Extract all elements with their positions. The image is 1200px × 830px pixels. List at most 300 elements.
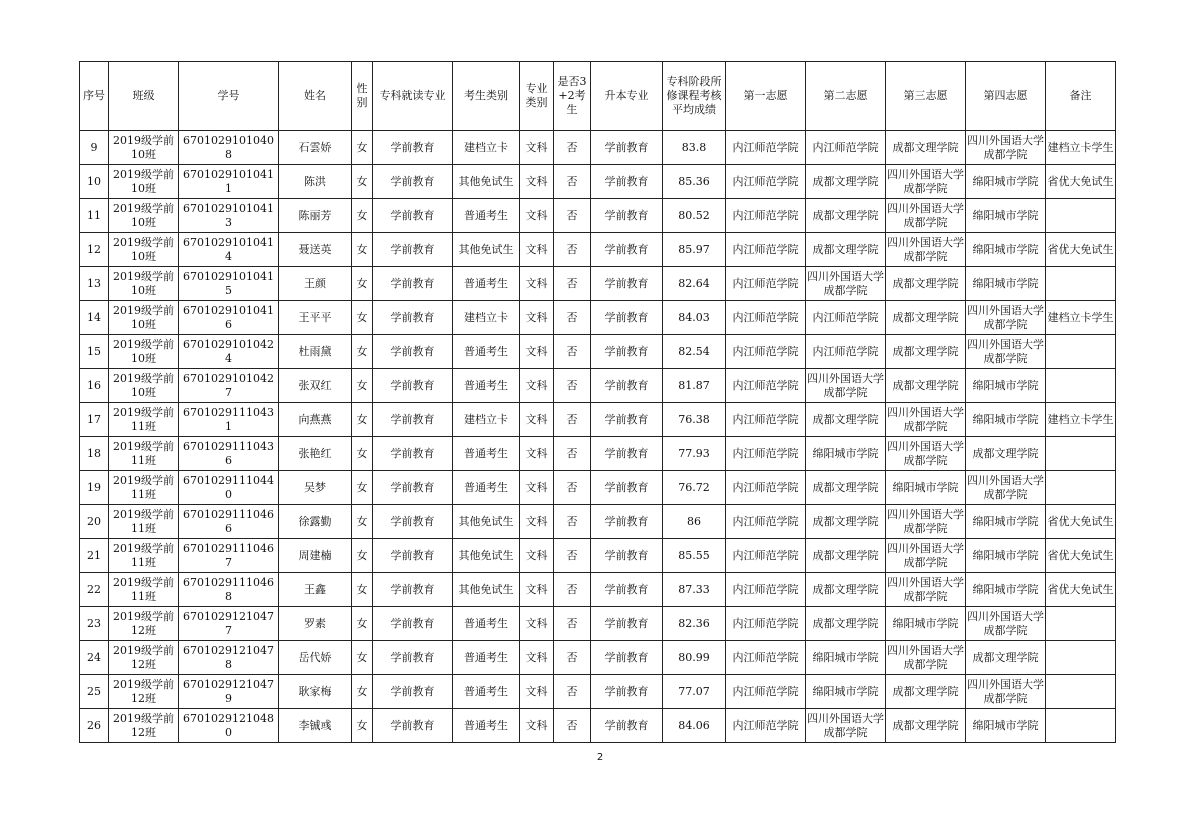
cell-choice-3: 四川外国语大学成都学院 bbox=[886, 505, 966, 539]
cell-gender: 女 bbox=[352, 165, 373, 199]
cell-college-major: 学前教育 bbox=[373, 437, 453, 471]
cell-choice-4: 绵阳城市学院 bbox=[966, 199, 1046, 233]
cell-is-3plus2: 否 bbox=[554, 267, 591, 301]
cell-applicant-type: 其他免试生 bbox=[453, 505, 520, 539]
cell-target-major: 学前教育 bbox=[591, 131, 663, 165]
cell-remarks bbox=[1046, 641, 1116, 675]
cell-choice-2: 四川外国语大学成都学院 bbox=[806, 709, 886, 743]
cell-class: 2019级学前12班 bbox=[109, 607, 179, 641]
cell-average-score: 76.38 bbox=[663, 403, 726, 437]
cell-remarks: 省优大免试生 bbox=[1046, 539, 1116, 573]
cell-target-major: 学前教育 bbox=[591, 471, 663, 505]
cell-is-3plus2: 否 bbox=[554, 641, 591, 675]
cell-applicant-type: 普通考生 bbox=[453, 199, 520, 233]
cell-choice-2: 成都文理学院 bbox=[806, 505, 886, 539]
cell-class: 2019级学前12班 bbox=[109, 709, 179, 743]
cell-index: 26 bbox=[80, 709, 109, 743]
cell-index: 17 bbox=[80, 403, 109, 437]
cell-is-3plus2: 否 bbox=[554, 709, 591, 743]
cell-name: 聂送英 bbox=[279, 233, 352, 267]
cell-choice-3: 成都文理学院 bbox=[886, 709, 966, 743]
cell-average-score: 80.52 bbox=[663, 199, 726, 233]
cell-college-major: 学前教育 bbox=[373, 675, 453, 709]
cell-applicant-type: 普通考生 bbox=[453, 369, 520, 403]
cell-is-3plus2: 否 bbox=[554, 131, 591, 165]
cell-gender: 女 bbox=[352, 471, 373, 505]
table-row bbox=[80, 369, 1116, 403]
cell-choice-4: 四川外国语大学成都学院 bbox=[966, 131, 1046, 165]
cell-major-category: 文科 bbox=[520, 369, 554, 403]
cell-index: 20 bbox=[80, 505, 109, 539]
cell-student-id: 67010291010416 bbox=[179, 301, 279, 335]
cell-choice-3: 成都文理学院 bbox=[886, 369, 966, 403]
cell-applicant-type: 普通考生 bbox=[453, 267, 520, 301]
cell-college-major: 学前教育 bbox=[373, 335, 453, 369]
cell-applicant-type: 普通考生 bbox=[453, 675, 520, 709]
cell-student-id: 67010291210480 bbox=[179, 709, 279, 743]
cell-average-score: 82.54 bbox=[663, 335, 726, 369]
cell-class: 2019级学前12班 bbox=[109, 641, 179, 675]
cell-choice-2: 成都文理学院 bbox=[806, 403, 886, 437]
cell-gender: 女 bbox=[352, 301, 373, 335]
cell-target-major: 学前教育 bbox=[591, 573, 663, 607]
cell-gender: 女 bbox=[352, 369, 373, 403]
cell-name: 王平平 bbox=[279, 301, 352, 335]
col-header-student-id: 学号 bbox=[179, 62, 279, 131]
cell-student-id: 67010291010427 bbox=[179, 369, 279, 403]
table-row bbox=[80, 607, 1116, 641]
cell-gender: 女 bbox=[352, 131, 373, 165]
cell-choice-4: 四川外国语大学成都学院 bbox=[966, 607, 1046, 641]
cell-remarks: 省优大免试生 bbox=[1046, 165, 1116, 199]
table-row bbox=[80, 675, 1116, 709]
cell-college-major: 学前教育 bbox=[373, 233, 453, 267]
cell-major-category: 文科 bbox=[520, 539, 554, 573]
cell-major-category: 文科 bbox=[520, 709, 554, 743]
cell-name: 石雲娇 bbox=[279, 131, 352, 165]
cell-target-major: 学前教育 bbox=[591, 301, 663, 335]
cell-name: 罗素 bbox=[279, 607, 352, 641]
cell-index: 22 bbox=[80, 573, 109, 607]
cell-choice-2: 成都文理学院 bbox=[806, 471, 886, 505]
cell-average-score: 83.8 bbox=[663, 131, 726, 165]
cell-applicant-type: 普通考生 bbox=[453, 709, 520, 743]
cell-major-category: 文科 bbox=[520, 437, 554, 471]
table-row bbox=[80, 641, 1116, 675]
cell-major-category: 文科 bbox=[520, 471, 554, 505]
cell-choice-4: 绵阳城市学院 bbox=[966, 403, 1046, 437]
cell-average-score: 84.06 bbox=[663, 709, 726, 743]
cell-remarks: 建档立卡学生 bbox=[1046, 403, 1116, 437]
cell-choice-1: 内江师范学院 bbox=[726, 607, 806, 641]
cell-class: 2019级学前10班 bbox=[109, 199, 179, 233]
cell-gender: 女 bbox=[352, 403, 373, 437]
cell-choice-3: 成都文理学院 bbox=[886, 675, 966, 709]
cell-class: 2019级学前10班 bbox=[109, 165, 179, 199]
col-header-major-category: 专业类别 bbox=[520, 62, 554, 131]
cell-choice-2: 成都文理学院 bbox=[806, 199, 886, 233]
cell-choice-2: 四川外国语大学成都学院 bbox=[806, 369, 886, 403]
cell-choice-3: 四川外国语大学成都学院 bbox=[886, 403, 966, 437]
cell-target-major: 学前教育 bbox=[591, 505, 663, 539]
cell-target-major: 学前教育 bbox=[591, 335, 663, 369]
cell-choice-1: 内江师范学院 bbox=[726, 267, 806, 301]
cell-gender: 女 bbox=[352, 641, 373, 675]
cell-choice-1: 内江师范学院 bbox=[726, 437, 806, 471]
cell-choice-4: 成都文理学院 bbox=[966, 641, 1046, 675]
cell-remarks: 省优大免试生 bbox=[1046, 233, 1116, 267]
cell-choice-3: 四川外国语大学成都学院 bbox=[886, 573, 966, 607]
cell-choice-3: 四川外国语大学成都学院 bbox=[886, 641, 966, 675]
cell-name: 岳代娇 bbox=[279, 641, 352, 675]
cell-target-major: 学前教育 bbox=[591, 403, 663, 437]
table-row bbox=[80, 709, 1116, 743]
cell-is-3plus2: 否 bbox=[554, 199, 591, 233]
cell-target-major: 学前教育 bbox=[591, 539, 663, 573]
cell-name: 张双红 bbox=[279, 369, 352, 403]
col-header-choice-4: 第四志愿 bbox=[966, 62, 1046, 131]
cell-applicant-type: 普通考生 bbox=[453, 607, 520, 641]
cell-gender: 女 bbox=[352, 437, 373, 471]
cell-index: 25 bbox=[80, 675, 109, 709]
cell-index: 23 bbox=[80, 607, 109, 641]
cell-class: 2019级学前11班 bbox=[109, 471, 179, 505]
cell-choice-2: 绵阳城市学院 bbox=[806, 437, 886, 471]
cell-major-category: 文科 bbox=[520, 607, 554, 641]
cell-choice-2: 绵阳城市学院 bbox=[806, 675, 886, 709]
cell-name: 杜雨黛 bbox=[279, 335, 352, 369]
table-row bbox=[80, 539, 1116, 573]
cell-student-id: 67010291110466 bbox=[179, 505, 279, 539]
cell-gender: 女 bbox=[352, 539, 373, 573]
cell-student-id: 67010291110467 bbox=[179, 539, 279, 573]
cell-major-category: 文科 bbox=[520, 267, 554, 301]
cell-remarks bbox=[1046, 335, 1116, 369]
cell-choice-3: 成都文理学院 bbox=[886, 267, 966, 301]
cell-choice-2: 绵阳城市学院 bbox=[806, 641, 886, 675]
col-header-applicant-type: 考生类别 bbox=[453, 62, 520, 131]
cell-student-id: 67010291110436 bbox=[179, 437, 279, 471]
cell-index: 12 bbox=[80, 233, 109, 267]
col-header-choice-1: 第一志愿 bbox=[726, 62, 806, 131]
cell-name: 徐露勤 bbox=[279, 505, 352, 539]
cell-is-3plus2: 否 bbox=[554, 675, 591, 709]
table-row bbox=[80, 165, 1116, 199]
cell-choice-3: 四川外国语大学成都学院 bbox=[886, 199, 966, 233]
table-row bbox=[80, 267, 1116, 301]
cell-is-3plus2: 否 bbox=[554, 403, 591, 437]
cell-applicant-type: 其他免试生 bbox=[453, 165, 520, 199]
cell-class: 2019级学前11班 bbox=[109, 437, 179, 471]
cell-college-major: 学前教育 bbox=[373, 607, 453, 641]
cell-is-3plus2: 否 bbox=[554, 165, 591, 199]
cell-average-score: 82.64 bbox=[663, 267, 726, 301]
cell-choice-3: 绵阳城市学院 bbox=[886, 471, 966, 505]
cell-choice-1: 内江师范学院 bbox=[726, 675, 806, 709]
cell-index: 10 bbox=[80, 165, 109, 199]
col-header-target-major: 升本专业 bbox=[591, 62, 663, 131]
cell-gender: 女 bbox=[352, 335, 373, 369]
cell-name: 周建楠 bbox=[279, 539, 352, 573]
cell-applicant-type: 建档立卡 bbox=[453, 301, 520, 335]
cell-choice-4: 绵阳城市学院 bbox=[966, 709, 1046, 743]
cell-class: 2019级学前10班 bbox=[109, 131, 179, 165]
cell-choice-1: 内江师范学院 bbox=[726, 573, 806, 607]
cell-choice-3: 四川外国语大学成都学院 bbox=[886, 539, 966, 573]
cell-remarks: 省优大免试生 bbox=[1046, 573, 1116, 607]
table-row bbox=[80, 471, 1116, 505]
cell-index: 9 bbox=[80, 131, 109, 165]
cell-applicant-type: 普通考生 bbox=[453, 471, 520, 505]
cell-applicant-type: 建档立卡 bbox=[453, 131, 520, 165]
cell-choice-1: 内江师范学院 bbox=[726, 369, 806, 403]
col-header-is-3plus2: 是否3+2考生 bbox=[554, 62, 591, 131]
cell-name: 张艳红 bbox=[279, 437, 352, 471]
cell-choice-2: 四川外国语大学成都学院 bbox=[806, 267, 886, 301]
cell-target-major: 学前教育 bbox=[591, 675, 663, 709]
cell-is-3plus2: 否 bbox=[554, 301, 591, 335]
cell-major-category: 文科 bbox=[520, 641, 554, 675]
col-header-index: 序号 bbox=[80, 62, 109, 131]
cell-choice-3: 四川外国语大学成都学院 bbox=[886, 233, 966, 267]
cell-average-score: 84.03 bbox=[663, 301, 726, 335]
cell-name: 李铖彧 bbox=[279, 709, 352, 743]
cell-choice-1: 内江师范学院 bbox=[726, 539, 806, 573]
table-row bbox=[80, 335, 1116, 369]
cell-gender: 女 bbox=[352, 709, 373, 743]
cell-major-category: 文科 bbox=[520, 131, 554, 165]
cell-major-category: 文科 bbox=[520, 199, 554, 233]
cell-student-id: 67010291110468 bbox=[179, 573, 279, 607]
cell-major-category: 文科 bbox=[520, 301, 554, 335]
cell-choice-2: 成都文理学院 bbox=[806, 573, 886, 607]
cell-average-score: 77.07 bbox=[663, 675, 726, 709]
cell-average-score: 77.93 bbox=[663, 437, 726, 471]
cell-college-major: 学前教育 bbox=[373, 573, 453, 607]
cell-class: 2019级学前10班 bbox=[109, 233, 179, 267]
cell-class: 2019级学前10班 bbox=[109, 369, 179, 403]
col-header-choice-2: 第二志愿 bbox=[806, 62, 886, 131]
cell-name: 王鑫 bbox=[279, 573, 352, 607]
cell-class: 2019级学前10班 bbox=[109, 267, 179, 301]
table-row bbox=[80, 131, 1116, 165]
cell-name: 陈洪 bbox=[279, 165, 352, 199]
cell-remarks bbox=[1046, 607, 1116, 641]
cell-is-3plus2: 否 bbox=[554, 539, 591, 573]
cell-student-id: 67010291210477 bbox=[179, 607, 279, 641]
cell-gender: 女 bbox=[352, 675, 373, 709]
cell-remarks bbox=[1046, 675, 1116, 709]
cell-gender: 女 bbox=[352, 199, 373, 233]
cell-is-3plus2: 否 bbox=[554, 607, 591, 641]
cell-college-major: 学前教育 bbox=[373, 471, 453, 505]
cell-index: 15 bbox=[80, 335, 109, 369]
cell-index: 18 bbox=[80, 437, 109, 471]
cell-college-major: 学前教育 bbox=[373, 539, 453, 573]
cell-choice-2: 成都文理学院 bbox=[806, 165, 886, 199]
cell-student-id: 67010291010424 bbox=[179, 335, 279, 369]
table-row bbox=[80, 301, 1116, 335]
cell-remarks bbox=[1046, 437, 1116, 471]
cell-gender: 女 bbox=[352, 233, 373, 267]
cell-is-3plus2: 否 bbox=[554, 471, 591, 505]
table-header-row bbox=[80, 62, 1116, 131]
table-row bbox=[80, 573, 1116, 607]
cell-average-score: 82.36 bbox=[663, 607, 726, 641]
cell-choice-1: 内江师范学院 bbox=[726, 335, 806, 369]
cell-college-major: 学前教育 bbox=[373, 131, 453, 165]
table-row bbox=[80, 199, 1116, 233]
cell-college-major: 学前教育 bbox=[373, 267, 453, 301]
cell-choice-2: 内江师范学院 bbox=[806, 131, 886, 165]
cell-college-major: 学前教育 bbox=[373, 199, 453, 233]
cell-choice-1: 内江师范学院 bbox=[726, 233, 806, 267]
cell-applicant-type: 普通考生 bbox=[453, 335, 520, 369]
cell-index: 24 bbox=[80, 641, 109, 675]
cell-average-score: 81.87 bbox=[663, 369, 726, 403]
col-header-college-major: 专科就读专业 bbox=[373, 62, 453, 131]
cell-target-major: 学前教育 bbox=[591, 165, 663, 199]
cell-class: 2019级学前12班 bbox=[109, 675, 179, 709]
table-body bbox=[80, 131, 1116, 743]
cell-choice-3: 成都文理学院 bbox=[886, 335, 966, 369]
table-row bbox=[80, 233, 1116, 267]
cell-remarks bbox=[1046, 369, 1116, 403]
cell-choice-3: 四川外国语大学成都学院 bbox=[886, 437, 966, 471]
page-number: 2 bbox=[596, 752, 604, 763]
cell-choice-3: 四川外国语大学成都学院 bbox=[886, 165, 966, 199]
cell-average-score: 85.36 bbox=[663, 165, 726, 199]
cell-applicant-type: 其他免试生 bbox=[453, 573, 520, 607]
cell-college-major: 学前教育 bbox=[373, 641, 453, 675]
cell-choice-1: 内江师范学院 bbox=[726, 301, 806, 335]
cell-average-score: 80.99 bbox=[663, 641, 726, 675]
cell-choice-2: 内江师范学院 bbox=[806, 301, 886, 335]
cell-target-major: 学前教育 bbox=[591, 233, 663, 267]
cell-choice-4: 成都文理学院 bbox=[966, 437, 1046, 471]
cell-target-major: 学前教育 bbox=[591, 709, 663, 743]
col-header-choice-3: 第三志愿 bbox=[886, 62, 966, 131]
table-row bbox=[80, 403, 1116, 437]
cell-choice-4: 绵阳城市学院 bbox=[966, 505, 1046, 539]
cell-college-major: 学前教育 bbox=[373, 165, 453, 199]
cell-choice-3: 绵阳城市学院 bbox=[886, 607, 966, 641]
cell-choice-4: 四川外国语大学成都学院 bbox=[966, 301, 1046, 335]
cell-major-category: 文科 bbox=[520, 403, 554, 437]
cell-major-category: 文科 bbox=[520, 573, 554, 607]
cell-class: 2019级学前11班 bbox=[109, 403, 179, 437]
cell-choice-1: 内江师范学院 bbox=[726, 505, 806, 539]
admission-roster-table bbox=[79, 61, 1116, 743]
cell-average-score: 85.97 bbox=[663, 233, 726, 267]
cell-student-id: 67010291010411 bbox=[179, 165, 279, 199]
cell-is-3plus2: 否 bbox=[554, 369, 591, 403]
cell-student-id: 67010291210479 bbox=[179, 675, 279, 709]
cell-choice-4: 四川外国语大学成都学院 bbox=[966, 335, 1046, 369]
col-header-class: 班级 bbox=[109, 62, 179, 131]
cell-class: 2019级学前11班 bbox=[109, 505, 179, 539]
cell-class: 2019级学前10班 bbox=[109, 335, 179, 369]
cell-name: 吴梦 bbox=[279, 471, 352, 505]
cell-choice-2: 成都文理学院 bbox=[806, 539, 886, 573]
cell-gender: 女 bbox=[352, 607, 373, 641]
cell-major-category: 文科 bbox=[520, 335, 554, 369]
cell-choice-3: 成都文理学院 bbox=[886, 301, 966, 335]
cell-index: 21 bbox=[80, 539, 109, 573]
cell-college-major: 学前教育 bbox=[373, 709, 453, 743]
cell-gender: 女 bbox=[352, 267, 373, 301]
col-header-name: 姓名 bbox=[279, 62, 352, 131]
cell-college-major: 学前教育 bbox=[373, 369, 453, 403]
cell-is-3plus2: 否 bbox=[554, 573, 591, 607]
cell-major-category: 文科 bbox=[520, 233, 554, 267]
cell-applicant-type: 普通考生 bbox=[453, 437, 520, 471]
cell-name: 耿家梅 bbox=[279, 675, 352, 709]
cell-class: 2019级学前11班 bbox=[109, 573, 179, 607]
cell-is-3plus2: 否 bbox=[554, 335, 591, 369]
cell-choice-2: 成都文理学院 bbox=[806, 607, 886, 641]
col-header-average-score: 专科阶段所修课程考核平均成绩 bbox=[663, 62, 726, 131]
cell-college-major: 学前教育 bbox=[373, 403, 453, 437]
cell-student-id: 67010291010415 bbox=[179, 267, 279, 301]
cell-major-category: 文科 bbox=[520, 505, 554, 539]
cell-average-score: 86 bbox=[663, 505, 726, 539]
cell-remarks bbox=[1046, 199, 1116, 233]
cell-applicant-type: 普通考生 bbox=[453, 641, 520, 675]
cell-name: 向燕燕 bbox=[279, 403, 352, 437]
cell-student-id: 67010291110431 bbox=[179, 403, 279, 437]
cell-index: 14 bbox=[80, 301, 109, 335]
cell-average-score: 85.55 bbox=[663, 539, 726, 573]
cell-choice-1: 内江师范学院 bbox=[726, 403, 806, 437]
cell-choice-4: 绵阳城市学院 bbox=[966, 165, 1046, 199]
cell-student-id: 67010291010414 bbox=[179, 233, 279, 267]
col-header-remarks: 备注 bbox=[1046, 62, 1116, 131]
cell-name: 陈丽芳 bbox=[279, 199, 352, 233]
cell-name: 王颜 bbox=[279, 267, 352, 301]
cell-gender: 女 bbox=[352, 505, 373, 539]
cell-applicant-type: 建档立卡 bbox=[453, 403, 520, 437]
cell-is-3plus2: 否 bbox=[554, 233, 591, 267]
cell-choice-4: 四川外国语大学成都学院 bbox=[966, 471, 1046, 505]
col-header-gender: 性别 bbox=[352, 62, 373, 131]
cell-student-id: 67010291010408 bbox=[179, 131, 279, 165]
cell-choice-1: 内江师范学院 bbox=[726, 471, 806, 505]
cell-choice-4: 绵阳城市学院 bbox=[966, 233, 1046, 267]
cell-average-score: 87.33 bbox=[663, 573, 726, 607]
cell-target-major: 学前教育 bbox=[591, 267, 663, 301]
table-row bbox=[80, 437, 1116, 471]
cell-applicant-type: 其他免试生 bbox=[453, 233, 520, 267]
cell-gender: 女 bbox=[352, 573, 373, 607]
cell-college-major: 学前教育 bbox=[373, 301, 453, 335]
cell-choice-4: 绵阳城市学院 bbox=[966, 369, 1046, 403]
cell-major-category: 文科 bbox=[520, 675, 554, 709]
cell-target-major: 学前教育 bbox=[591, 199, 663, 233]
cell-remarks: 建档立卡学生 bbox=[1046, 301, 1116, 335]
cell-target-major: 学前教育 bbox=[591, 369, 663, 403]
cell-class: 2019级学前10班 bbox=[109, 301, 179, 335]
cell-choice-4: 绵阳城市学院 bbox=[966, 573, 1046, 607]
cell-index: 13 bbox=[80, 267, 109, 301]
cell-choice-4: 绵阳城市学院 bbox=[966, 267, 1046, 301]
cell-remarks bbox=[1046, 267, 1116, 301]
cell-index: 16 bbox=[80, 369, 109, 403]
cell-choice-2: 内江师范学院 bbox=[806, 335, 886, 369]
cell-index: 11 bbox=[80, 199, 109, 233]
cell-index: 19 bbox=[80, 471, 109, 505]
cell-remarks: 省优大免试生 bbox=[1046, 505, 1116, 539]
